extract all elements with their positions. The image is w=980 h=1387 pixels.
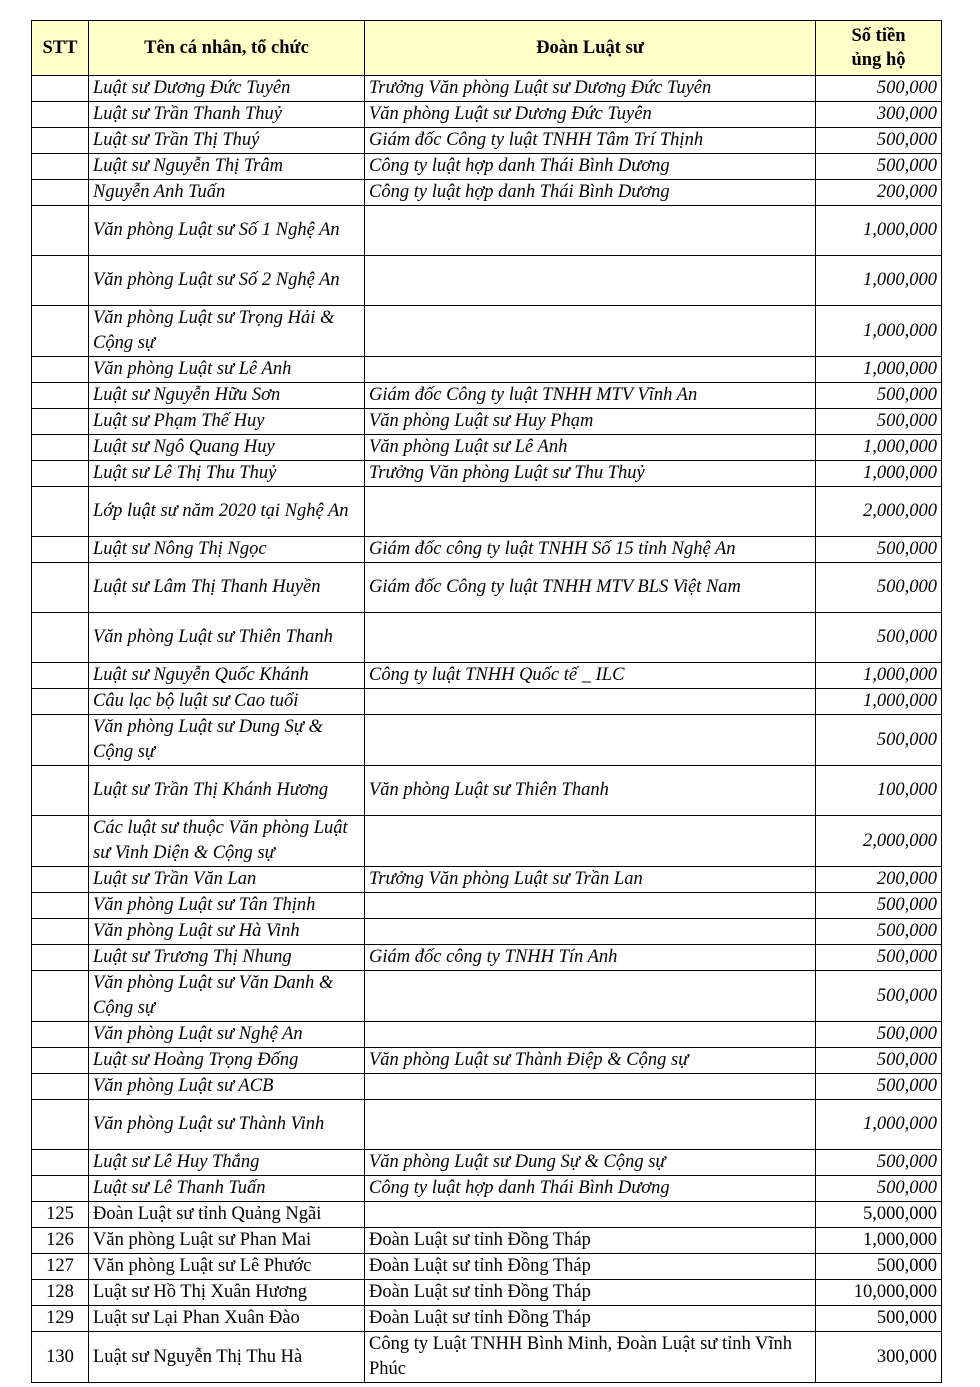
row-org: Văn phòng Luật sư Thành Điệp & Cộng sự xyxy=(365,1048,816,1074)
row-name: Luật sư Lại Phan Xuân Đào xyxy=(89,1306,365,1332)
row-name: Luật sư Phạm Thế Huy xyxy=(89,409,365,435)
row-amount: 500,000 xyxy=(816,128,942,154)
row-org xyxy=(365,206,816,256)
table-row xyxy=(32,435,942,461)
row-amount: 500,000 xyxy=(816,383,942,409)
table-row xyxy=(32,357,942,383)
row-amount: 1,000,000 xyxy=(816,689,942,715)
row-amount: 500,000 xyxy=(816,76,942,102)
row-amount: 1,000,000 xyxy=(816,1228,942,1254)
table-row xyxy=(32,537,942,563)
row-org: Giám đốc Công ty luật TNHH MTV BLS Việt Nam xyxy=(365,563,816,613)
row-amount: 500,000 xyxy=(816,971,942,1022)
table-header xyxy=(32,21,942,76)
row-stt xyxy=(32,919,89,945)
row-amount: 500,000 xyxy=(816,919,942,945)
row-stt xyxy=(32,102,89,128)
row-amount: 500,000 xyxy=(816,1150,942,1176)
row-name: Văn phòng Luật sư Thành Vinh xyxy=(89,1100,365,1150)
row-org: Công ty Luật TNHH Bình Minh, Đoàn Luật sư tỉnh Vĩnh Phúc xyxy=(365,1332,816,1383)
row-name: Câu lạc bộ luật sư Cao tuổi xyxy=(89,689,365,715)
row-org: Đoàn Luật sư tỉnh Đồng Tháp xyxy=(365,1306,816,1332)
table-row xyxy=(32,1306,942,1332)
row-name: Văn phòng Luật sư Lê Anh xyxy=(89,357,365,383)
table-row xyxy=(32,971,942,1022)
table-row xyxy=(32,306,942,357)
table-row xyxy=(32,102,942,128)
row-amount: 200,000 xyxy=(816,180,942,206)
row-name: Luật sư Trương Thị Nhung xyxy=(89,945,365,971)
table-row xyxy=(32,256,942,306)
row-amount: 1,000,000 xyxy=(816,306,942,357)
table-row xyxy=(32,1280,942,1306)
table-row xyxy=(32,715,942,766)
row-name: Luật sư Lâm Thị Thanh Huyền xyxy=(89,563,365,613)
row-stt xyxy=(32,1176,89,1202)
table-row xyxy=(32,1254,942,1280)
row-stt xyxy=(32,1022,89,1048)
row-stt xyxy=(32,461,89,487)
row-org: Giám đốc Công ty luật TNHH MTV Vĩnh An xyxy=(365,383,816,409)
table-row xyxy=(32,689,942,715)
row-stt xyxy=(32,893,89,919)
row-name: Luật sư Nguyễn Hữu Sơn xyxy=(89,383,365,409)
row-amount: 500,000 xyxy=(816,1176,942,1202)
row-amount: 10,000,000 xyxy=(816,1280,942,1306)
table-row xyxy=(32,1332,942,1383)
row-stt: 127 xyxy=(32,1254,89,1280)
table-row xyxy=(32,76,942,102)
table-row xyxy=(32,563,942,613)
row-name: Luật sư Nông Thị Ngọc xyxy=(89,537,365,563)
table-row xyxy=(32,919,942,945)
row-org xyxy=(365,487,816,537)
row-name: Luật sư Nguyễn Quốc Khánh xyxy=(89,663,365,689)
row-org: Đoàn Luật sư tỉnh Đồng Tháp xyxy=(365,1280,816,1306)
row-amount: 2,000,000 xyxy=(816,816,942,867)
table-row xyxy=(32,1074,942,1100)
row-org: Trưởng Văn phòng Luật sư Thu Thuỷ xyxy=(365,461,816,487)
table-row xyxy=(32,945,942,971)
row-name: Lớp luật sư năm 2020 tại Nghệ An xyxy=(89,487,365,537)
row-amount: 1,000,000 xyxy=(816,1100,942,1150)
header-name: Tên cá nhân, tổ chức xyxy=(89,21,365,76)
row-name: Văn phòng Luật sư Tân Thịnh xyxy=(89,893,365,919)
row-org xyxy=(365,816,816,867)
table-row xyxy=(32,128,942,154)
row-org: Công ty luật hợp danh Thái Bình Dương xyxy=(365,154,816,180)
row-org: Trưởng Văn phòng Luật sư Trần Lan xyxy=(365,867,816,893)
row-name: Luật sư Trần Thị Thuý xyxy=(89,128,365,154)
row-amount: 500,000 xyxy=(816,945,942,971)
row-stt xyxy=(32,487,89,537)
row-stt: 125 xyxy=(32,1202,89,1228)
row-amount: 1,000,000 xyxy=(816,435,942,461)
row-name: Văn phòng Luật sư Số 2 Nghệ An xyxy=(89,256,365,306)
header-org: Đoàn Luật sư xyxy=(365,21,816,76)
row-stt xyxy=(32,689,89,715)
row-org xyxy=(365,893,816,919)
row-org: Trưởng Văn phòng Luật sư Dương Đức Tuyên xyxy=(365,76,816,102)
table-row xyxy=(32,487,942,537)
row-name: Văn phòng Luật sư Phan Mai xyxy=(89,1228,365,1254)
row-org xyxy=(365,306,816,357)
table-row xyxy=(32,154,942,180)
row-org xyxy=(365,689,816,715)
row-org: Văn phòng Luật sư Lê Anh xyxy=(365,435,816,461)
row-amount: 500,000 xyxy=(816,1254,942,1280)
row-org: Văn phòng Luật sư Dung Sự & Cộng sự xyxy=(365,1150,816,1176)
row-name: Luật sư Lê Thanh Tuấn xyxy=(89,1176,365,1202)
row-org: Văn phòng Luật sư Thiên Thanh xyxy=(365,766,816,816)
row-name: Luật sư Hồ Thị Xuân Hương xyxy=(89,1280,365,1306)
row-org: Công ty luật TNHH Quốc tế _ ILC xyxy=(365,663,816,689)
row-org xyxy=(365,613,816,663)
row-stt: 128 xyxy=(32,1280,89,1306)
row-org xyxy=(365,919,816,945)
row-org xyxy=(365,1202,816,1228)
row-stt xyxy=(32,256,89,306)
row-stt xyxy=(32,435,89,461)
row-amount: 300,000 xyxy=(816,1332,942,1383)
row-stt xyxy=(32,76,89,102)
row-stt xyxy=(32,306,89,357)
row-org xyxy=(365,256,816,306)
row-org xyxy=(365,1074,816,1100)
table-row xyxy=(32,206,942,256)
row-amount: 500,000 xyxy=(816,1022,942,1048)
table-row xyxy=(32,816,942,867)
row-stt xyxy=(32,206,89,256)
row-stt xyxy=(32,1048,89,1074)
row-amount: 500,000 xyxy=(816,563,942,613)
row-amount: 1,000,000 xyxy=(816,357,942,383)
row-name: Các luật sư thuộc Văn phòng Luật sư Vinh Diện & Cộng sự xyxy=(89,816,365,867)
row-org: Công ty luật hợp danh Thái Bình Dương xyxy=(365,1176,816,1202)
row-stt xyxy=(32,945,89,971)
row-org: Giám đốc công ty luật TNHH Số 15 tỉnh Nghệ An xyxy=(365,537,816,563)
row-amount: 500,000 xyxy=(816,154,942,180)
row-name: Luật sư Lê Thị Thu Thuỷ xyxy=(89,461,365,487)
table-row xyxy=(32,893,942,919)
header-stt: STT xyxy=(32,21,89,76)
row-name: Luật sư Trần Thanh Thuỷ xyxy=(89,102,365,128)
row-name: Văn phòng Luật sư Hà Vinh xyxy=(89,919,365,945)
row-amount: 500,000 xyxy=(816,613,942,663)
row-name: Luật sư Hoàng Trọng Đống xyxy=(89,1048,365,1074)
row-name: Đoàn Luật sư tỉnh Quảng Ngãi xyxy=(89,1202,365,1228)
row-name: Luật sư Trần Thị Khánh Hương xyxy=(89,766,365,816)
row-stt xyxy=(32,357,89,383)
row-amount: 200,000 xyxy=(816,867,942,893)
row-stt xyxy=(32,1074,89,1100)
row-stt: 130 xyxy=(32,1332,89,1383)
row-name: Văn phòng Luật sư Dung Sự & Cộng sự xyxy=(89,715,365,766)
row-amount: 100,000 xyxy=(816,766,942,816)
table-row xyxy=(32,409,942,435)
table-row xyxy=(32,180,942,206)
row-stt xyxy=(32,537,89,563)
table-row xyxy=(32,1202,942,1228)
row-org: Đoàn Luật sư tỉnh Đồng Tháp xyxy=(365,1254,816,1280)
row-org: Giám đốc Công ty luật TNHH Tâm Trí Thịnh xyxy=(365,128,816,154)
row-stt xyxy=(32,766,89,816)
header-amount xyxy=(816,21,942,76)
table-body xyxy=(32,76,942,1383)
table-row xyxy=(32,1048,942,1074)
row-stt xyxy=(32,180,89,206)
row-stt xyxy=(32,663,89,689)
table-row xyxy=(32,613,942,663)
row-org: Công ty luật hợp danh Thái Bình Dương xyxy=(365,180,816,206)
row-amount: 500,000 xyxy=(816,893,942,919)
row-name: Văn phòng Luật sư Thiên Thanh xyxy=(89,613,365,663)
row-org xyxy=(365,357,816,383)
donation-table xyxy=(31,20,942,1383)
row-name: Luật sư Dương Đức Tuyên xyxy=(89,76,365,102)
table-row xyxy=(32,1228,942,1254)
row-name: Luật sư Ngô Quang Huy xyxy=(89,435,365,461)
row-name: Văn phòng Luật sư Lê Phước xyxy=(89,1254,365,1280)
table-row xyxy=(32,1150,942,1176)
row-stt xyxy=(32,563,89,613)
row-stt xyxy=(32,816,89,867)
row-org xyxy=(365,1022,816,1048)
row-amount: 1,000,000 xyxy=(816,663,942,689)
table-row xyxy=(32,867,942,893)
row-stt: 126 xyxy=(32,1228,89,1254)
row-amount: 500,000 xyxy=(816,409,942,435)
table-row xyxy=(32,1176,942,1202)
row-amount: 2,000,000 xyxy=(816,487,942,537)
row-stt xyxy=(32,409,89,435)
row-org: Giám đốc công ty TNHH Tín Anh xyxy=(365,945,816,971)
row-name: Văn phòng Luật sư Nghệ An xyxy=(89,1022,365,1048)
row-amount: 500,000 xyxy=(816,715,942,766)
header-amount-line1: Số tiền xyxy=(851,26,906,46)
row-org xyxy=(365,715,816,766)
row-stt xyxy=(32,715,89,766)
row-amount: 5,000,000 xyxy=(816,1202,942,1228)
row-stt xyxy=(32,1150,89,1176)
table-row xyxy=(32,1022,942,1048)
row-amount: 1,000,000 xyxy=(816,256,942,306)
table-row xyxy=(32,461,942,487)
row-amount: 500,000 xyxy=(816,1048,942,1074)
row-amount: 500,000 xyxy=(816,537,942,563)
table-row xyxy=(32,663,942,689)
row-amount: 1,000,000 xyxy=(816,461,942,487)
row-org xyxy=(365,1100,816,1150)
row-org: Văn phòng Luật sư Huy Phạm xyxy=(365,409,816,435)
row-name: Nguyễn Anh Tuấn xyxy=(89,180,365,206)
row-stt xyxy=(32,128,89,154)
header-amount-line2: ủng hộ xyxy=(851,50,906,70)
row-org: Văn phòng Luật sư Dương Đức Tuyên xyxy=(365,102,816,128)
row-amount: 500,000 xyxy=(816,1074,942,1100)
row-name: Văn phòng Luật sư Trọng Hải & Cộng sự xyxy=(89,306,365,357)
row-name: Luật sư Nguyễn Thị Thu Hà xyxy=(89,1332,365,1383)
row-org: Đoàn Luật sư tỉnh Đồng Tháp xyxy=(365,1228,816,1254)
row-amount: 1,000,000 xyxy=(816,206,942,256)
row-org xyxy=(365,971,816,1022)
table-row xyxy=(32,766,942,816)
row-stt xyxy=(32,383,89,409)
row-name: Luật sư Lê Huy Thắng xyxy=(89,1150,365,1176)
row-name: Văn phòng Luật sư Văn Danh & Cộng sự xyxy=(89,971,365,1022)
row-stt: 129 xyxy=(32,1306,89,1332)
row-name: Luật sư Trần Văn Lan xyxy=(89,867,365,893)
row-stt xyxy=(32,613,89,663)
table-row xyxy=(32,1100,942,1150)
table-row xyxy=(32,383,942,409)
row-amount: 500,000 xyxy=(816,1306,942,1332)
row-name: Văn phòng Luật sư Số 1 Nghệ An xyxy=(89,206,365,256)
row-name: Văn phòng Luật sư ACB xyxy=(89,1074,365,1100)
row-stt xyxy=(32,1100,89,1150)
header-row xyxy=(32,21,942,76)
row-stt xyxy=(32,971,89,1022)
row-stt xyxy=(32,154,89,180)
row-amount: 300,000 xyxy=(816,102,942,128)
row-stt xyxy=(32,867,89,893)
row-name: Luật sư Nguyễn Thị Trâm xyxy=(89,154,365,180)
